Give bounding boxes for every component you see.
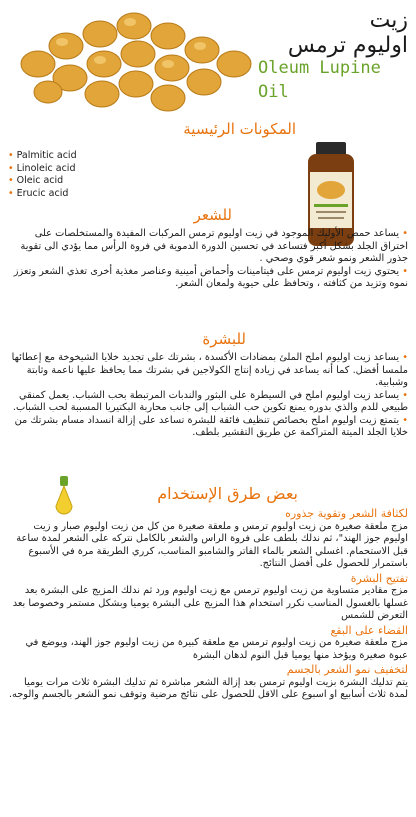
- usage-text-hair-density: مزج ملعقة صغيرة من زيت اوليوم ترمس و ملعقة صغيرة من كل من زيت اوليوم صبار و زيت اوليوم جوز الهند"، ثم ندلك بلطف على فروة الراس والشعر بالكامل نتركه على الشعر لمدة ساعة قبل الاستحمام. اغسلي الشعر بالماء الفاتر والشامبو المناسب، كرري الطريقة مرة في الأسبوع باستمرار للحصول على أفضل النتائج.: [16, 520, 408, 569]
- ingredient-item: • Linoleic acid: [8, 163, 77, 176]
- usage-text-spots: مزج ملعقة صغيرة من زيت اوليوم ترمس مع ملعقة كبيرة من زيت اوليوم جوز الهند، ويوضع في عبوة صغيرة ويؤخذ منها يوميا قبل النوم لدهان البشرة: [25, 637, 408, 661]
- usage-title-body-hair: لتخفيف نمو الشعر بالجسم: [286, 663, 408, 676]
- usage-title-hair-density: لكثافة الشعر وتقوية جذوره: [285, 507, 408, 520]
- lupine-seeds-image: [8, 6, 258, 118]
- skin-section: [8, 352, 408, 440]
- hair-section: [8, 228, 408, 291]
- title-arabic: زيت اوليوم ترمس: [287, 8, 408, 58]
- hair-heading: للشعر: [193, 206, 232, 224]
- title-english: Oleum Lupine Oil: [258, 58, 381, 102]
- usage-title-spots: القضاء على البقع: [330, 623, 408, 637]
- ingredient-item: • Oleic acid: [8, 175, 77, 188]
- hair-point-1: • يساعد حمض الأوليك الموجود في زيت اوليوم ترمس المركبات المفيدة والمستخلصات على اختراق الجلد بشكل أكبر فتساعد في تحسين الدورة الدموية في فروة الرأس مما يؤدي الى تقوية جذور الشعر ونمو شعر قوي وصحي .: [8, 228, 408, 266]
- usage-section: [8, 508, 408, 702]
- ingredient-item: • Palmitic acid: [8, 150, 77, 163]
- ingredients-list: [8, 150, 77, 200]
- skin-point-1: • يساعد زيت اوليوم املح الملئ بمضادات الأكسدة ، بشرتك على تجديد خلايا الشيخوخة مع إعطائها ملمسا أفضل. كما أنه يساعد في زيادة إنتاج الكولاجين في بشرتك مما يحافظ عليها ناعمة وثابتة وشبابية.: [8, 352, 408, 390]
- usage-text-body-hair: يتم تدليك البشرة بزيت اوليوم ترمس بعد إزالة الشعر مباشرة ثم تدليك البشرة ثلاث مرات يوميا لمدة ثلاث أسابيع او اسبوع على الاقل للحصول على نتائج مرضية وتوقف نمو الشعر بالجسم والوجه.: [8, 676, 408, 700]
- usage-title-skin-lightening: تفتيح البشرة: [350, 571, 408, 585]
- usage-text-skin-lightening: مزج مقادير متساوية من زيت اوليوم ترمس مع زيت اوليوم ورد ثم ندلك المزيج على البشرة بعد غسلها بالغسول المناسب نكرر استخدام هذا المزيج على البشرة يوميا وبشكل مستمر وخصوصا بعد التعرض للشمس: [12, 585, 408, 621]
- skin-point-3: • يتمتع زيت اوليوم املح بخصائص تنظيف فائقة للبشرة تساعد على إزالة انسداد مسام بشرتك من خلايا الجلد الميتة المتراكمة عن طريق التقشير بلطف.: [8, 415, 408, 440]
- skin-heading: للبشرة: [202, 330, 246, 348]
- ingredients-heading: المكونات الرئيسية: [183, 120, 296, 138]
- hair-point-2: • يحتوي زيت اوليوم ترمس على فيتامينات وأحماض أمينية وعناصر مغذية أخرى تغذي الشعر وتعزز نموه وتزيد من كثافته ، وتحافظ على حيوية ولمعان الشعر.: [8, 266, 408, 291]
- skin-point-2: • يساعد زيت اوليوم املح في السيطرة على البثور والندبات المرتبطة بحب الشباب. يعمل كمنقي طبيعي للدم والذي بدوره يمنع تكوين حب الشباب إلى جانب محاربة البكتيريا المسببة لحب الشباب.: [8, 390, 408, 415]
- usage-heading: بعض طرق الإستخدام: [157, 484, 298, 503]
- ingredient-item: • Erucic acid: [8, 188, 77, 201]
